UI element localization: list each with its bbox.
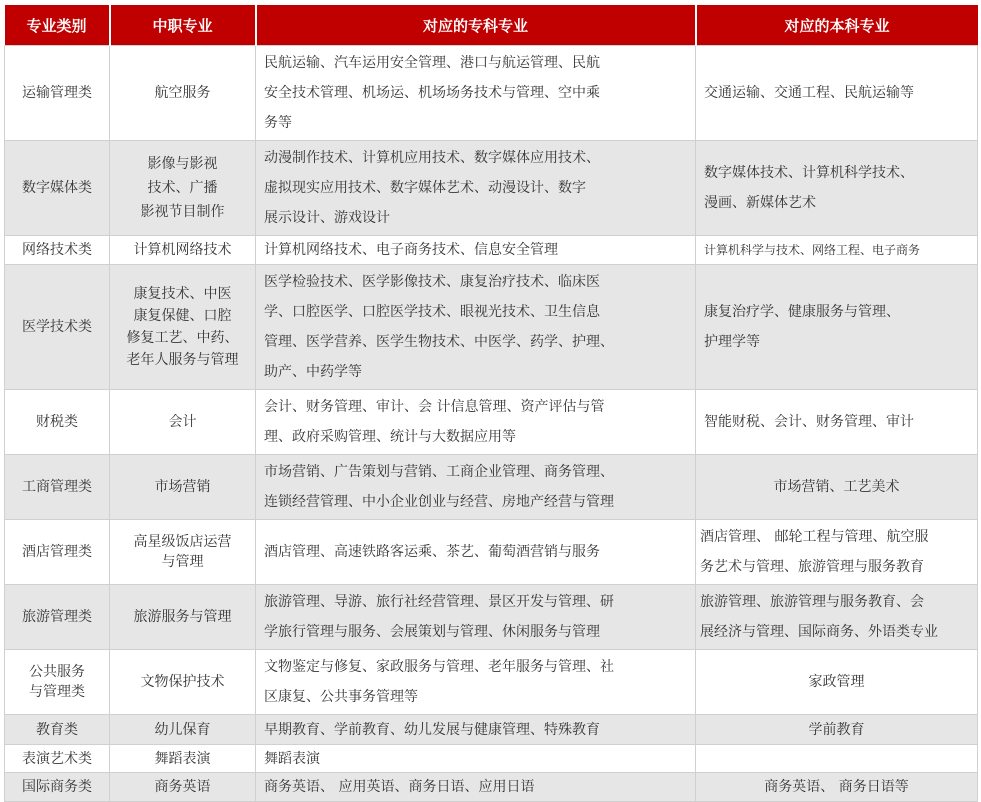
cell-junior-major: 早期教育、学前教育、幼儿发展与健康管理、特殊教育	[256, 715, 696, 745]
cell-category: 教育类	[5, 715, 110, 745]
cell-secondary-major: 文物保护技术	[110, 650, 256, 715]
cell-bachelor-major: 旅游管理、旅游管理与服务教育、会 展经济与管理、国际商务、外语类专业	[696, 585, 978, 650]
table-row	[5, 390, 978, 455]
cell-bachelor-major: 交通运输、交通工程、民航运输等	[696, 46, 978, 141]
cell-bachelor-major: 康复治疗学、健康服务与管理、 护理学等	[696, 265, 978, 390]
table-row	[5, 650, 978, 715]
cell-junior-major: 旅游管理、导游、旅行社经营管理、景区开发与管理、研 学旅行管理与服务、会展策划与管理、休闲服务与管理	[256, 585, 696, 650]
cell-category: 网络技术类	[5, 236, 110, 265]
cell-junior-major: 计算机网络技术、电子商务技术、信息安全管理	[256, 236, 696, 265]
cell-bachelor-major: 商务英语、 商务日语等	[696, 773, 978, 802]
cell-junior-major: 酒店管理、高速铁路客运乘、茶艺、葡萄酒营销与服务	[256, 520, 696, 585]
table-row	[5, 265, 978, 390]
cell-category: 表演艺术类	[5, 745, 110, 773]
table-row	[5, 236, 978, 265]
cell-bachelor-major: 酒店管理、 邮轮工程与管理、航空服 务艺术与管理、旅游管理与服务教育	[696, 520, 978, 585]
table-row	[5, 715, 978, 745]
cell-bachelor-major: 计算机科学与技术、网络工程、电子商务	[696, 236, 978, 265]
cell-secondary-major: 计算机网络技术	[110, 236, 256, 265]
table-row	[5, 141, 978, 236]
cell-bachelor-major: 家政管理	[696, 650, 978, 715]
cell-bachelor-major	[696, 745, 978, 773]
cell-junior-major: 民航运输、汽车运用安全管理、港口与航运管理、民航 安全技术管理、机场运、机场场务技术与管理、空中乘 务等	[256, 46, 696, 141]
header-bachelor-major: 对应的本科专业	[696, 5, 978, 46]
cell-junior-major: 医学检验技术、医学影像技术、康复治疗技术、临床医 学、口腔医学、口腔医学技术、眼视光技术、卫生信息 管理、医学营养、医学生物技术、中医学、药学、护理、 助产、中药学等	[256, 265, 696, 390]
cell-bachelor-major: 数字媒体技术、计算机科学技术、 漫画、新媒体艺术	[696, 141, 978, 236]
cell-bachelor-major: 市场营销、工艺美术	[696, 455, 978, 520]
cell-junior-major: 商务英语、 应用英语、商务日语、应用日语	[256, 773, 696, 802]
cell-secondary-major: 商务英语	[110, 773, 256, 802]
cell-secondary-major: 幼儿保育	[110, 715, 256, 745]
table-row	[5, 745, 978, 773]
cell-category: 公共服务 与管理类	[5, 650, 110, 715]
table-row	[5, 520, 978, 585]
table-row	[5, 46, 978, 141]
cell-secondary-major: 康复技术、中医 康复保健、口腔 修复工艺、中药、 老年人服务与管理	[110, 265, 256, 390]
cell-category: 数字媒体类	[5, 141, 110, 236]
cell-junior-major: 文物鉴定与修复、家政服务与管理、老年服务与管理、社 区康复、公共事务管理等	[256, 650, 696, 715]
cell-category: 医学技术类	[5, 265, 110, 390]
cell-junior-major: 动漫制作技术、计算机应用技术、数字媒体应用技术、 虚拟现实应用技术、数字媒体艺术、动漫设计、数字 展示设计、游戏设计	[256, 141, 696, 236]
cell-secondary-major: 高星级饭店运营 与管理	[110, 520, 256, 585]
cell-secondary-major: 航空服务	[110, 46, 256, 141]
cell-junior-major: 市场营销、广告策划与营销、工商企业管理、商务管理、 连锁经营管理、中小企业创业与经营、房地产经营与管理	[256, 455, 696, 520]
header-row	[5, 5, 978, 46]
table-row	[5, 585, 978, 650]
cell-junior-major: 会计、财务管理、审计、会 计信息管理、资产评估与管 理、政府采购管理、统计与大数据应用等	[256, 390, 696, 455]
cell-category: 酒店管理类	[5, 520, 110, 585]
header-secondary-major: 中职专业	[110, 5, 256, 46]
cell-secondary-major: 市场营销	[110, 455, 256, 520]
cell-secondary-major: 影像与影视 技术、广播 影视节目制作	[110, 141, 256, 236]
cell-junior-major: 舞蹈表演	[256, 745, 696, 773]
table-row	[5, 773, 978, 802]
cell-secondary-major: 旅游服务与管理	[110, 585, 256, 650]
cell-category: 运输管理类	[5, 46, 110, 141]
header-junior-college-major: 对应的专科专业	[256, 5, 696, 46]
cell-bachelor-major: 学前教育	[696, 715, 978, 745]
header-category: 专业类别	[5, 5, 110, 46]
cell-secondary-major: 舞蹈表演	[110, 745, 256, 773]
cell-category: 旅游管理类	[5, 585, 110, 650]
cell-bachelor-major: 智能财税、会计、财务管理、审计	[696, 390, 978, 455]
cell-category: 国际商务类	[5, 773, 110, 802]
major-mapping-table	[4, 5, 978, 802]
cell-category: 工商管理类	[5, 455, 110, 520]
table-row	[5, 455, 978, 520]
cell-secondary-major: 会计	[110, 390, 256, 455]
cell-category: 财税类	[5, 390, 110, 455]
